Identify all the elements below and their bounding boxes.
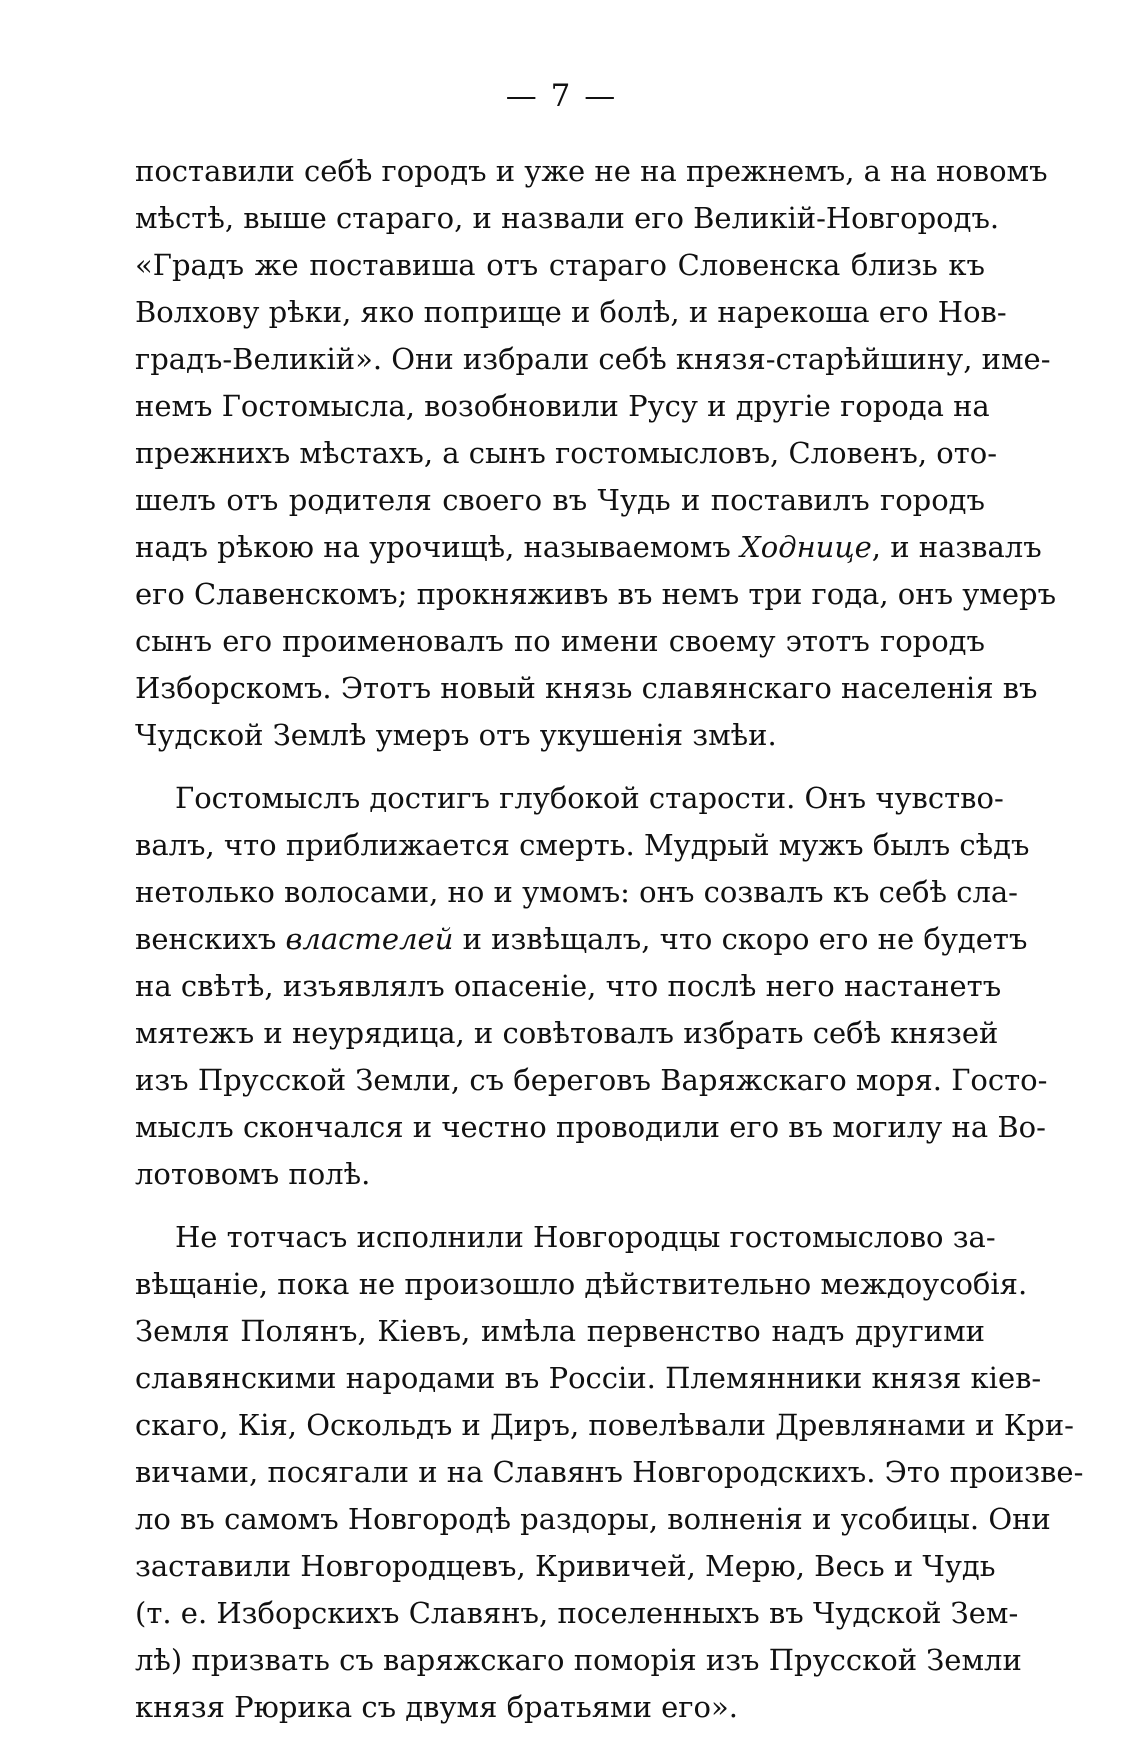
text-line: на свѣтѣ, изъявлялъ опасеніе, что послѣ него настанетъ (135, 969, 1002, 1003)
text-line: князя Рюрика съ двумя братьями его». (135, 1690, 738, 1724)
text-line: Земля Полянъ, Кіевъ, имѣла первенство надъ другими (135, 1314, 985, 1348)
text-line: ло въ самомъ Новгородѣ раздоры, волненія и усобицы. Они (135, 1502, 1051, 1536)
text-line: Гостомыслъ достигъ глубокой старости. Онъ чувство- (175, 781, 1004, 815)
text-line: градъ-Великій». Они избрали себѣ князя-старѣйшину, име- (135, 342, 1051, 376)
text-line: изъ Прусской Земли, съ береговъ Варяжскаго моря. Госто- (135, 1063, 1048, 1097)
text-line (135, 916, 1028, 963)
text-line: валъ, что приближается смерть. Мудрый мужъ былъ сѣдъ (135, 828, 1030, 862)
text-line: заставили Новгородцевъ, Кривичей, Мерю, Весь и Чудь (135, 1549, 996, 1583)
text-line: «Градъ же поставиша отъ стараго Словенска близь къ (135, 248, 985, 282)
text-line: Чудской Землѣ умеръ отъ укушенія змѣи. (135, 718, 777, 752)
text-line (135, 524, 1042, 571)
text-line: скаго, Кія, Оскольдъ и Диръ, повелѣвали Древлянами и Кри- (135, 1408, 1074, 1442)
text-line: вичами, посягали и на Славянъ Новгородскихъ. Это произве- (135, 1455, 1084, 1489)
text-line: шелъ отъ родителя своего въ Чудь и поставилъ городъ (135, 483, 985, 517)
text-line: немъ Гостомысла, возобновили Русу и другіе города на (135, 389, 990, 423)
body-text (135, 148, 1084, 1731)
paragraph-3 (135, 1214, 1084, 1731)
text-line: Не тотчасъ исполнили Новгородцы гостомыслово за- (175, 1220, 996, 1254)
text-line: лотовомъ полѣ. (135, 1157, 371, 1191)
text-run: , и назвалъ (871, 530, 1042, 564)
text-line: вѣщаніе, пока не произошло дѣйствительно междоусобія. (135, 1267, 1028, 1301)
text-run: надъ рѣкою на урочищѣ, называемомъ (135, 530, 741, 564)
text-line: (т. е. Изборскихъ Славянъ, поселенныхъ въ Чудской Зем- (135, 1596, 1019, 1630)
text-line: мѣстѣ, выше стараго, и назвали его Великій-Новгородъ. (135, 201, 1000, 235)
paragraph-1 (135, 148, 1057, 759)
italic-term: Ходнице (740, 530, 872, 564)
text-line: Изборскомъ. Этотъ новый князь славянскаго населенія въ (135, 671, 1038, 705)
text-line: мыслъ скончался и честно проводили его въ могилу на Во- (135, 1110, 1046, 1144)
text-line: сынъ его проименовалъ по имени своему этотъ городъ (135, 624, 985, 658)
text-line: мятежъ и неурядица, и совѣтовалъ избрать себѣ князей (135, 1016, 999, 1050)
text-line: прежнихъ мѣстахъ, а сынъ гостомысловъ, Словенъ, ото- (135, 436, 998, 470)
text-line: Волхову рѣки, яко поприще и болѣ, и нарекоша его Нов- (135, 295, 1007, 329)
text-run: и извѣщалъ, что скоро его не будетъ (453, 922, 1028, 956)
text-line: нетолько волосами, но и умомъ: онъ созвалъ къ себѣ сла- (135, 875, 1018, 909)
text-run: венскихъ (135, 922, 286, 956)
text-line: лѣ) призвать съ варяжскаго поморія изъ Прусской Земли (135, 1643, 1022, 1677)
text-line: славянскими народами въ Россіи. Племянники князя кіев- (135, 1361, 1042, 1395)
page-number: — 7 — (505, 78, 618, 114)
italic-term: властелей (285, 922, 454, 956)
text-line: его Славенскомъ; прокняживъ въ немъ три года, онъ умеръ (135, 577, 1057, 611)
paragraph-2 (135, 775, 1048, 1198)
text-line: поставили себѣ городъ и уже не на прежнемъ, а на новомъ (135, 154, 1048, 188)
